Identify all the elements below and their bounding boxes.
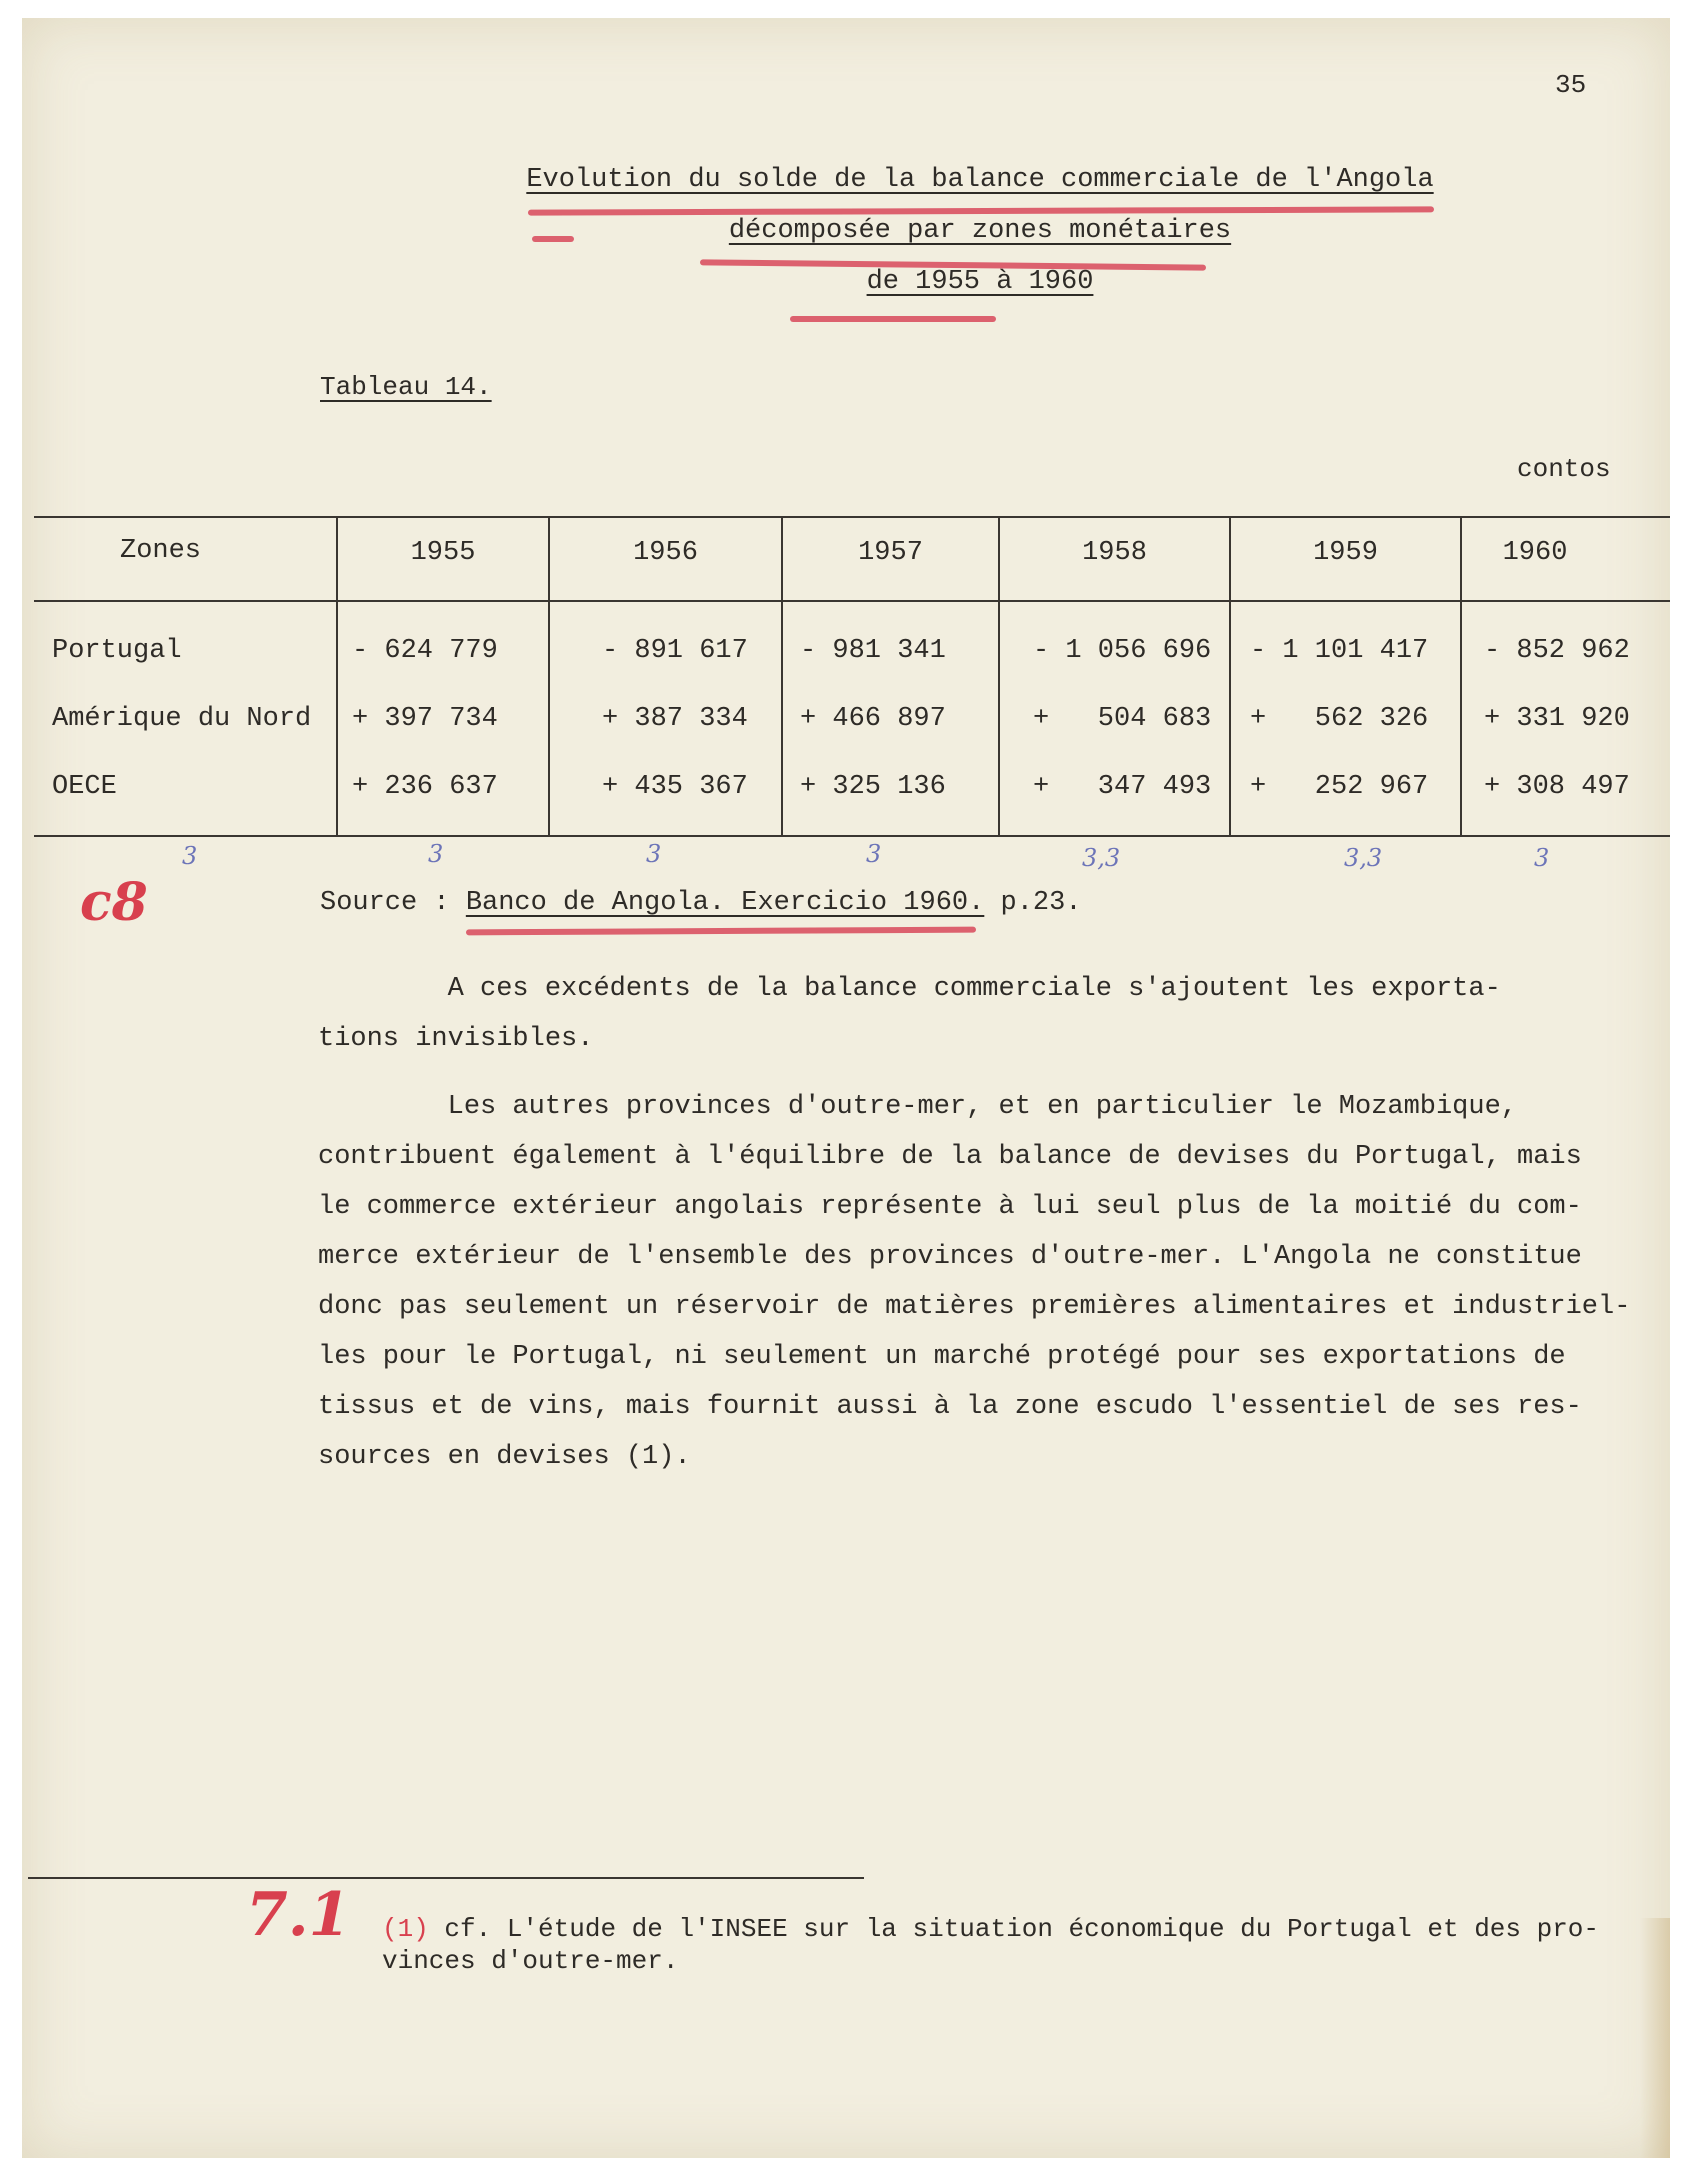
pencil-mark: 3,3 bbox=[1082, 844, 1121, 872]
footnote-line-1 bbox=[382, 1913, 1599, 1945]
paragraph-line: tissus et de vins, mais fournit aussi à la zone escudo l'essentiel de ses res- bbox=[318, 1392, 1582, 1422]
table-cell: - 1 101 417 bbox=[1250, 636, 1429, 666]
pencil-mark: 3 bbox=[646, 840, 662, 868]
table-bottom-rule bbox=[34, 835, 1670, 837]
table-cell: + 387 334 bbox=[602, 704, 748, 734]
table-cell: - 1 056 696 bbox=[1033, 636, 1212, 666]
table-cell: + 236 637 bbox=[352, 772, 498, 802]
paragraph-line: merce extérieur de l'ensemble des provinces d'outre-mer. L'Angola ne constitue bbox=[318, 1242, 1582, 1272]
source-page: p.23. bbox=[984, 888, 1082, 918]
table-label: Tableau 14. bbox=[320, 372, 492, 402]
red-underline-3 bbox=[790, 316, 996, 322]
pencil-mark: 3 bbox=[1534, 844, 1550, 872]
table-cell: + 308 497 bbox=[1484, 772, 1630, 802]
red-underline-dash bbox=[532, 236, 574, 242]
table-row-zone: Portugal bbox=[52, 636, 182, 666]
table-header-1957: 1957 bbox=[858, 538, 923, 568]
table-header-1956: 1956 bbox=[633, 538, 698, 568]
pencil-mark: 3 bbox=[182, 842, 198, 870]
paragraph-line: Les autres provinces d'outre-mer, et en particulier le Mozambique, bbox=[318, 1092, 1517, 1122]
units-label: contos bbox=[1517, 454, 1611, 484]
table-cell: + 325 136 bbox=[800, 772, 946, 802]
source-line bbox=[320, 888, 1082, 918]
table-header-1958: 1958 bbox=[1082, 538, 1147, 568]
paragraph-line: donc pas seulement un réservoir de matières premières alimentaires et industriel- bbox=[318, 1292, 1631, 1322]
footnote bbox=[382, 1913, 1599, 1977]
table-header-zones: Zones bbox=[120, 536, 202, 566]
table-cell: - 852 962 bbox=[1484, 636, 1630, 666]
paragraph-line: sources en devises (1). bbox=[318, 1442, 691, 1472]
table-cell: + 562 326 bbox=[1250, 704, 1429, 734]
paragraph-1 bbox=[318, 964, 1658, 1064]
pencil-mark: 3,3 bbox=[1344, 844, 1383, 872]
table-cell: + 466 897 bbox=[800, 704, 946, 734]
table-cell: + 435 367 bbox=[602, 772, 748, 802]
table-header-1960: 1960 bbox=[1502, 538, 1568, 568]
paragraph-line: contribuent également à l'équilibre de la balance de devises du Portugal, mais bbox=[318, 1142, 1582, 1172]
table-row-zone: OECE bbox=[52, 772, 117, 802]
footnote-line-2: vinces d'outre-mer. bbox=[382, 1946, 679, 1976]
table-header-rule bbox=[34, 600, 1670, 602]
title-line-3: de 1955 à 1960 bbox=[866, 267, 1094, 297]
title-line-1: Evolution du solde de la balance commerciale de l'Angola bbox=[526, 165, 1434, 195]
paragraph-2 bbox=[318, 1082, 1658, 1482]
table-header-1959: 1959 bbox=[1313, 538, 1378, 568]
table-cell: - 981 341 bbox=[800, 636, 946, 666]
table-cell: - 624 779 bbox=[352, 636, 498, 666]
table-cell: + 347 493 bbox=[1033, 772, 1212, 802]
footnote-red-mark: 7.1 bbox=[246, 1880, 351, 1950]
table-cell: - 891 617 bbox=[602, 636, 748, 666]
table-header-1955: 1955 bbox=[410, 538, 476, 568]
table-top-rule bbox=[34, 516, 1670, 518]
source-label: Source : bbox=[320, 888, 466, 918]
table-cell: + 331 920 bbox=[1484, 704, 1630, 734]
pencil-mark: 3 bbox=[428, 840, 444, 868]
paragraph-line: le commerce extérieur angolais représente à lui seul plus de la moitié du com- bbox=[318, 1192, 1582, 1222]
table-cell: + 397 734 bbox=[352, 704, 498, 734]
paragraph-line: tions invisibles. bbox=[318, 1024, 594, 1054]
footnote-marker: (1) bbox=[382, 1914, 429, 1944]
source-title: Banco de Angola. Exercicio 1960. bbox=[465, 888, 985, 918]
margin-code-mark: c8 bbox=[80, 872, 148, 933]
table-cell: + 504 683 bbox=[1033, 704, 1212, 734]
table-cell: + 252 967 bbox=[1250, 772, 1429, 802]
page-number: 35 bbox=[1555, 70, 1587, 100]
footnote-text: cf. L'étude de l'INSEE sur la situation économique du Portugal et des pro- bbox=[444, 1914, 1600, 1944]
paragraph-line: les pour le Portugal, ni seulement un marché protégé pour ses exportations de bbox=[318, 1342, 1566, 1372]
table-row-zone: Amérique du Nord bbox=[52, 704, 312, 734]
paragraph-line: A ces excédents de la balance commerciale s'ajoutent les exporta- bbox=[318, 974, 1501, 1004]
footnote-rule bbox=[28, 1877, 864, 1879]
title-line-2: décomposée par zones monétaires bbox=[728, 216, 1232, 246]
pencil-mark: 3 bbox=[866, 840, 882, 868]
